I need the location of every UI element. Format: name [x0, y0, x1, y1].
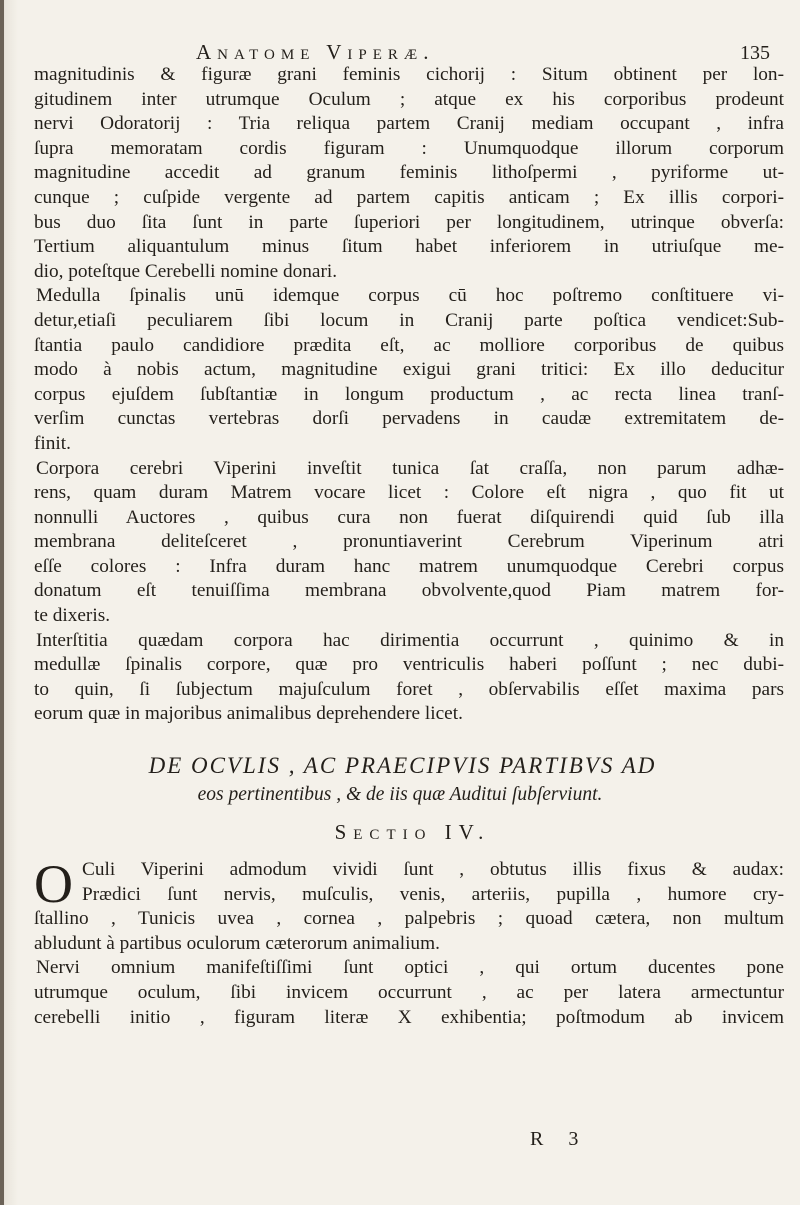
- text-line: cunque ; cuſpide vergente ad partem capitis anticam ; Ex illis corpori-: [34, 186, 784, 208]
- text-line: corpus ejuſdem ſubſtantiæ in longum productum , ac recta linea tranſ-: [34, 383, 784, 405]
- text-line: finit.: [34, 432, 71, 454]
- text-line: Interſtitia quædam corpora hac dirimentia occurrunt , quinimo & in: [36, 629, 784, 651]
- text-line: eorum quæ in majoribus animalibus deprehendere licet.: [34, 703, 463, 725]
- text-line: abludunt à partibus oculorum cæterorum animalium.: [34, 932, 440, 954]
- text-line: te dixeris.: [34, 605, 111, 627]
- text-line: Medulla ſpinalis unū idemque corpus cū hoc poſtremo conſtituere vi-: [36, 285, 784, 307]
- text-line: ſupra memoratam cordis figuram : Unumquodque illorum corporum: [34, 137, 784, 159]
- section-subtitle: eos pertinentibus , & de iis quæ Auditui ſubſerviunt.: [197, 784, 603, 805]
- text-line: modo à nobis actum, magnitudine exigui grani tritici: Ex illo deducitur: [34, 359, 784, 381]
- text-line: nervi Odoratorij : Tria reliqua partem Cranij mediam occupant , infra: [34, 113, 784, 135]
- page-number: 135: [740, 42, 770, 64]
- text-line: cerebelli initio , figuram literæ X exhibentia; poſtmodum ab invicem: [34, 1006, 784, 1028]
- text-line: Corpora cerebri Viperini inveſtit tunica ſat craſſa, non parum adhæ-: [36, 457, 784, 479]
- section-heading: [0, 753, 800, 845]
- text-line: Tertium aliquantulum minus ſitum habet inferiorem in utriuſque me-: [34, 236, 784, 258]
- text-line: Culi Viperini admodum vividi ſunt , obtutus illis fixus & audax:: [82, 859, 784, 880]
- drop-cap: O: [34, 854, 73, 914]
- paragraph-3: [34, 457, 784, 629]
- text-line: Nervi omnium manifeſtiſſimi ſunt optici , qui ortum ducentes pone: [36, 957, 784, 979]
- text-line: medullæ ſpinalis corpore, quæ pro ventriculis haberi poſſunt ; nec dubi-: [34, 654, 784, 676]
- signature-mark: R 3: [530, 1128, 589, 1150]
- section-text: [34, 854, 784, 1030]
- paragraph-5: [34, 854, 784, 956]
- text-line: ſtantia paulo candidiore prædita eſt, ac molliore corporibus de quibus: [34, 334, 784, 356]
- paragraph-1: [34, 63, 784, 284]
- text-line: membrana deliteſceret , pronuntiaverint Cerebrum Viperinum atri: [34, 531, 784, 553]
- paragraph-2: [34, 284, 784, 456]
- text-line: utrumque oculum, ſibi invicem occurrunt , ac per latera armectuntur: [34, 981, 784, 1003]
- main-text: [34, 63, 784, 727]
- paragraph-4: [34, 629, 784, 727]
- text-line: donatum eſt tenuiſſima membrana obvolvente,quod Piam matrem for-: [34, 580, 784, 602]
- text-line: magnitudinis & figuræ grani feminis cichorij : Situm obtinent per lon-: [34, 64, 784, 85]
- text-line: ſtallino , Tunicis uvea , cornea , palpebris ; quoad cætera, non multum: [34, 908, 784, 930]
- paragraph-6: [34, 956, 784, 1030]
- text-line: rens, quam duram Matrem vocare licet : Colore eſt nigra , quo fit ut: [34, 482, 784, 504]
- text-line: magnitudine accedit ad granum feminis lithoſpermi , pyriforme ut-: [34, 162, 784, 184]
- text-line: nonnulli Auctores , quibus cura non fuerat diſquirendi quid ſub illa: [34, 506, 784, 528]
- page-spine-edge: [0, 0, 4, 1205]
- paragraph-with-drop-cap: [34, 854, 784, 956]
- text-line: bus duo ſita ſunt in parte ſuperiori per longitudinem, utrinque obverſa:: [34, 211, 784, 233]
- text-line: Prædici ſunt nervis, muſculis, venis, arteriis, pupilla , humore cry-: [82, 883, 784, 905]
- text-line: eſſe colores : Infra duram hanc matrem unumquodque Cerebri corpus: [34, 555, 784, 577]
- section-label: Sectio IV.: [334, 820, 491, 844]
- text-line: dio, poteſtque Cerebelli nomine donari.: [34, 260, 338, 282]
- text-line: detur,etiaſi peculiarem ſibi locum in Cranij parte poſtica vendicet:Sub-: [34, 309, 784, 331]
- text-line: verſim cunctas vertebras dorſi pervadens in caudæ extremitatem de-: [34, 408, 784, 430]
- catchline: [0, 1128, 800, 1156]
- text-line: gitudinem inter utrumque Oculum ; atque ex his corporibus prodeunt: [34, 88, 784, 110]
- text-line: to quin, ſi ſubjectum majuſculum foret , obſervabilis eſſet maxima pars: [34, 678, 784, 700]
- running-title: Anatome Viperæ.: [196, 40, 435, 64]
- section-title: DE OCVLIS , AC PRAECIPVIS PARTIBVS AD: [148, 753, 657, 778]
